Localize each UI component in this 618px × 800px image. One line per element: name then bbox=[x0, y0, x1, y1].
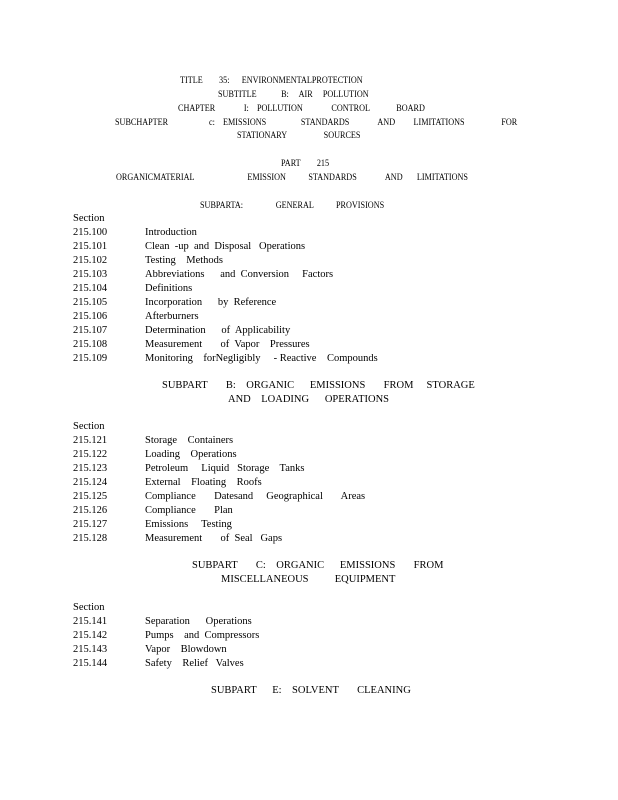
subchapter-line-2: STATIONARY SOURCES bbox=[237, 131, 361, 141]
subpart-c-heading: SUBPART C: ORGANIC EMISSIONS FROM bbox=[192, 560, 444, 571]
section-title: Petroleum Liquid Storage Tanks bbox=[145, 463, 305, 474]
section-number: 215.144 bbox=[73, 658, 108, 669]
section-title: Testing Methods bbox=[145, 255, 224, 266]
section-number: 215.101 bbox=[73, 241, 108, 252]
list-item bbox=[73, 268, 473, 282]
subpart-b-list bbox=[73, 434, 473, 546]
section-title: Vapor Blowdown bbox=[145, 644, 227, 655]
list-item bbox=[73, 296, 473, 310]
section-title: Storage Containers bbox=[145, 435, 234, 446]
section-title: Measurement of Seal Gaps bbox=[145, 533, 283, 544]
subchapter-line: SUBCHAPTER c: EMISSIONS STANDARDS AND LIMITATIONS FOR bbox=[115, 118, 518, 128]
section-number: 215.128 bbox=[73, 533, 108, 544]
subpart-b-heading-2: AND LOADING OPERATIONS bbox=[228, 394, 389, 405]
part-title: ORGANICMATERIAL EMISSION STANDARDS AND LIMITATIONS bbox=[116, 173, 468, 183]
list-item bbox=[73, 518, 473, 532]
section-number: 215.143 bbox=[73, 644, 108, 655]
section-title: Compliance Datesand Geographical Areas bbox=[145, 491, 366, 502]
subpart-a-heading: SUBPARTA: GENERAL PROVISIONS bbox=[200, 201, 385, 211]
section-title: Emissions Testing bbox=[145, 519, 232, 530]
chapter-line: CHAPTER I: POLLUTION CONTROL BOARD bbox=[178, 104, 425, 114]
list-item bbox=[73, 434, 473, 448]
section-title: Determination of Applicability bbox=[145, 325, 291, 336]
list-item bbox=[73, 490, 473, 504]
section-title: Incorporation by Reference bbox=[145, 297, 277, 308]
list-item bbox=[73, 324, 473, 338]
list-item bbox=[73, 615, 473, 629]
section-number: 215.125 bbox=[73, 491, 108, 502]
section-title: Definitions bbox=[145, 283, 193, 294]
part-heading: PART 215 bbox=[281, 159, 330, 169]
section-number: 215.127 bbox=[73, 519, 108, 530]
list-item bbox=[73, 643, 473, 657]
section-number: 215.121 bbox=[73, 435, 108, 446]
section-label: Section bbox=[73, 421, 105, 432]
section-number: 215.106 bbox=[73, 311, 108, 322]
subpart-c-list bbox=[73, 615, 473, 671]
subpart-c-heading-2: MISCELLANEOUS EQUIPMENT bbox=[221, 574, 396, 585]
section-number: 215.122 bbox=[73, 449, 108, 460]
list-item bbox=[73, 448, 473, 462]
section-title: External Floating Roofs bbox=[145, 477, 262, 488]
section-label: Section bbox=[73, 602, 105, 613]
section-title: Safety Relief Valves bbox=[145, 658, 244, 669]
section-number: 215.124 bbox=[73, 477, 108, 488]
list-item bbox=[73, 254, 473, 268]
list-item bbox=[73, 462, 473, 476]
section-title: Separation Operations bbox=[145, 616, 252, 627]
section-title: Clean -up and Disposal Operations bbox=[145, 241, 306, 252]
subpart-a-list bbox=[73, 226, 473, 366]
list-item bbox=[73, 282, 473, 296]
subpart-e-heading: SUBPART E: SOLVENT CLEANING bbox=[211, 685, 411, 696]
section-title: Loading Operations bbox=[145, 449, 237, 460]
subpart-b-heading: SUBPART B: ORGANIC EMISSIONS FROM STORAGE bbox=[162, 380, 475, 391]
section-label: Section bbox=[73, 213, 105, 224]
section-number: 215.108 bbox=[73, 339, 108, 350]
list-item bbox=[73, 657, 473, 671]
section-title: Afterburners bbox=[145, 311, 199, 322]
title-line: TITLE 35: ENVIRONMENTALPROTECTION bbox=[180, 76, 363, 86]
section-title: Compliance Plan bbox=[145, 505, 233, 516]
section-number: 215.103 bbox=[73, 269, 108, 280]
section-number: 215.142 bbox=[73, 630, 108, 641]
list-item bbox=[73, 352, 473, 366]
list-item bbox=[73, 532, 473, 546]
section-title: Measurement of Vapor Pressures bbox=[145, 339, 310, 350]
section-number: 215.141 bbox=[73, 616, 108, 627]
list-item bbox=[73, 504, 473, 518]
section-number: 215.107 bbox=[73, 325, 108, 336]
section-number: 215.109 bbox=[73, 353, 108, 364]
list-item bbox=[73, 226, 473, 240]
list-item bbox=[73, 629, 473, 643]
section-number: 215.102 bbox=[73, 255, 108, 266]
section-number: 215.100 bbox=[73, 227, 108, 238]
list-item bbox=[73, 338, 473, 352]
list-item bbox=[73, 240, 473, 254]
section-number: 215.104 bbox=[73, 283, 108, 294]
section-title: Abbreviations and Conversion Factors bbox=[145, 269, 334, 280]
list-item bbox=[73, 310, 473, 324]
section-title: Introduction bbox=[145, 227, 197, 238]
subtitle-line: SUBTITLE B: AIR POLLUTION bbox=[218, 90, 369, 100]
section-title: Pumps and Compressors bbox=[145, 630, 260, 641]
section-number: 215.105 bbox=[73, 297, 108, 308]
list-item bbox=[73, 476, 473, 490]
section-number: 215.126 bbox=[73, 505, 108, 516]
section-number: 215.123 bbox=[73, 463, 108, 474]
section-title: Monitoring forNegligibly - Reactive Compounds bbox=[145, 353, 378, 364]
